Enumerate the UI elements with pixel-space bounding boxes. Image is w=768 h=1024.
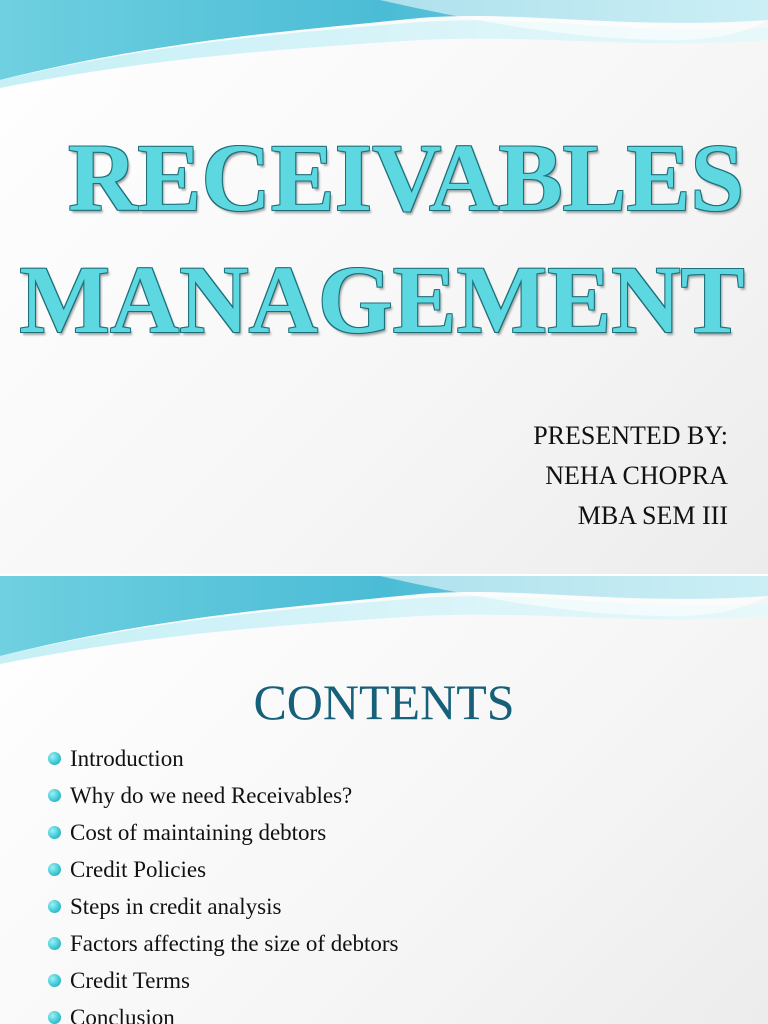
bullet-dot-icon — [48, 863, 61, 876]
contents-list — [46, 740, 399, 1024]
list-item — [46, 814, 399, 851]
list-item — [46, 851, 399, 888]
list-item-text: Factors affecting the size of debtors — [70, 931, 399, 956]
list-item — [46, 740, 399, 777]
presenter-label: PRESENTED BY: — [533, 421, 728, 450]
title-line-1: RECEIVABLES — [68, 124, 744, 231]
list-item — [46, 962, 399, 999]
list-item — [46, 999, 399, 1024]
list-item — [46, 925, 399, 962]
list-item — [46, 777, 399, 814]
list-item — [46, 888, 399, 925]
list-item-text: Introduction — [70, 746, 184, 771]
bullet-dot-icon — [48, 789, 61, 802]
bullet-dot-icon — [48, 1011, 61, 1024]
list-item-text: Conclusion — [70, 1005, 175, 1024]
bullet-dot-icon — [48, 974, 61, 987]
list-item-text: Why do we need Receivables? — [70, 783, 353, 808]
title-line-2: MANAGEMENT — [19, 246, 745, 353]
decorative-wave-banner — [0, 0, 768, 100]
list-item-text: Credit Policies — [70, 857, 207, 882]
list-item-text: Credit Terms — [70, 968, 190, 993]
bullet-dot-icon — [48, 937, 61, 950]
bullet-dot-icon — [48, 826, 61, 839]
contents-slide — [0, 576, 768, 1024]
list-item-text: Steps in credit analysis — [70, 894, 282, 919]
bullet-dot-icon — [48, 752, 61, 765]
list-item-text: Cost of maintaining debtors — [70, 820, 327, 845]
decorative-wave-banner — [0, 576, 768, 676]
presenter-course: MBA SEM III — [577, 501, 728, 530]
bullet-dot-icon — [48, 900, 61, 913]
contents-heading: CONTENTS — [253, 674, 515, 730]
presenter-name: NEHA CHOPRA — [545, 461, 728, 490]
